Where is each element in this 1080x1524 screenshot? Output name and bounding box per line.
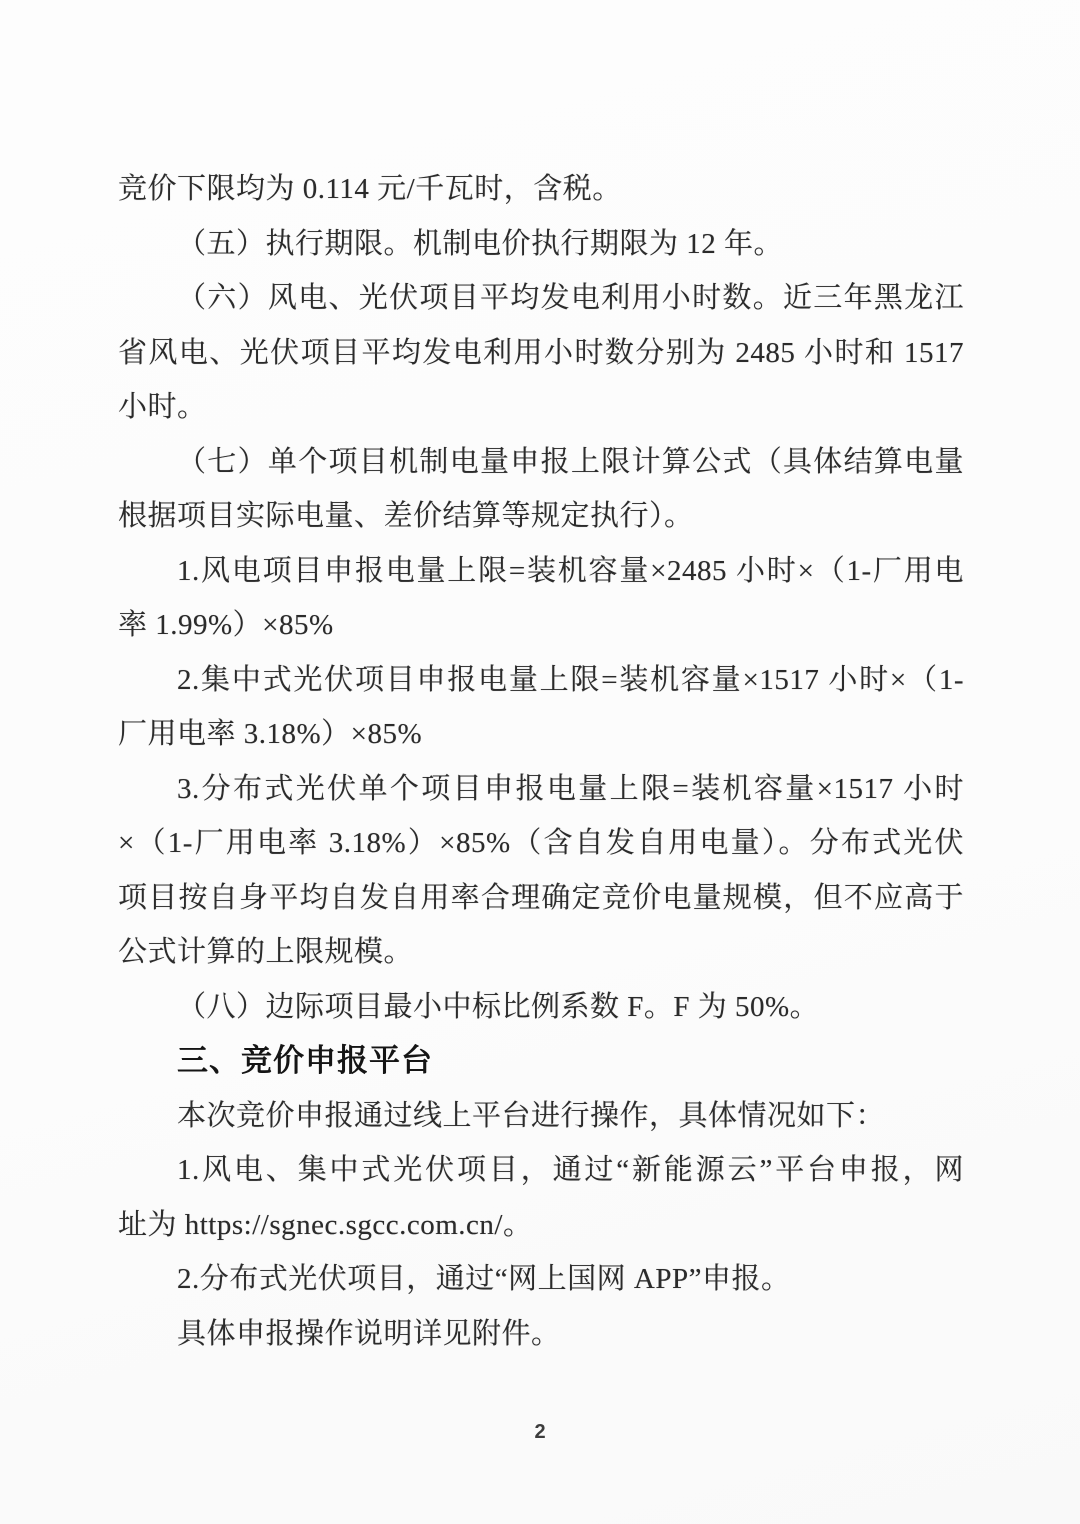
text-line: 3.分布式光伏单个项目申报电量上限=装机容量×1517 小时 [177, 772, 964, 805]
text-line: （五）执行期限。机制电价执行期限为 12 年。 [177, 227, 784, 260]
text-line: 2.分布式光伏项目，通过“网上国网 APP”申报。 [177, 1263, 791, 1295]
text-line: （八）边际项目最小中标比例系数 F。F 为 50%。 [177, 990, 820, 1023]
text-line: 省风电、光伏项目平均发电利用小时数分别为 2485 小时和 1517 [118, 336, 964, 369]
text-line: 厂用电率 3.18%）×85% [118, 718, 423, 750]
text-line: （七）单个项目机制电量申报上限计算公式（具体结算电量 [177, 445, 964, 478]
text-line: 竞价下限均为 0.114 元/千瓦时，含税。 [118, 173, 622, 205]
text-line: 址为 https://sgnec.sgcc.com.cn/。 [118, 1208, 533, 1241]
text-line: 具体申报操作说明详见附件。 [177, 1317, 561, 1350]
text-line: 2.集中式光伏项目申报电量上限=装机容量×1517 小时×（1- [177, 663, 964, 696]
document-body [118, 162, 964, 1361]
text-line: 项目按自身平均自发自用率合理确定竞价电量规模，但不应高于 [118, 881, 964, 914]
text-line: 本次竞价申报通过线上平台进行操作，具体情况如下： [177, 1099, 886, 1132]
text-line: 根据项目实际电量、差价结算等规定执行）。 [118, 500, 694, 532]
text-line: 公式计算的上限规模。 [118, 936, 414, 968]
page-number: 2 [534, 1421, 546, 1443]
page-footer [0, 1421, 1080, 1444]
text-line: 小时。 [118, 391, 207, 423]
text-line: ×（1-厂用电率 3.18%）×85%（含自发自用电量）。分布式光伏 [118, 827, 964, 859]
text-line: （六）风电、光伏项目平均发电利用小时数。近三年黑龙江 [177, 282, 964, 314]
text-line: 率 1.99%）×85% [118, 609, 334, 641]
section-heading: 三、竞价申报平台 [177, 1043, 433, 1078]
text-line: 1.风电项目申报电量上限=装机容量×2485 小时×（1-厂用电 [177, 554, 964, 587]
text-line: 1.风电、集中式光伏项目，通过“新能源云”平台申报，网 [177, 1154, 964, 1186]
